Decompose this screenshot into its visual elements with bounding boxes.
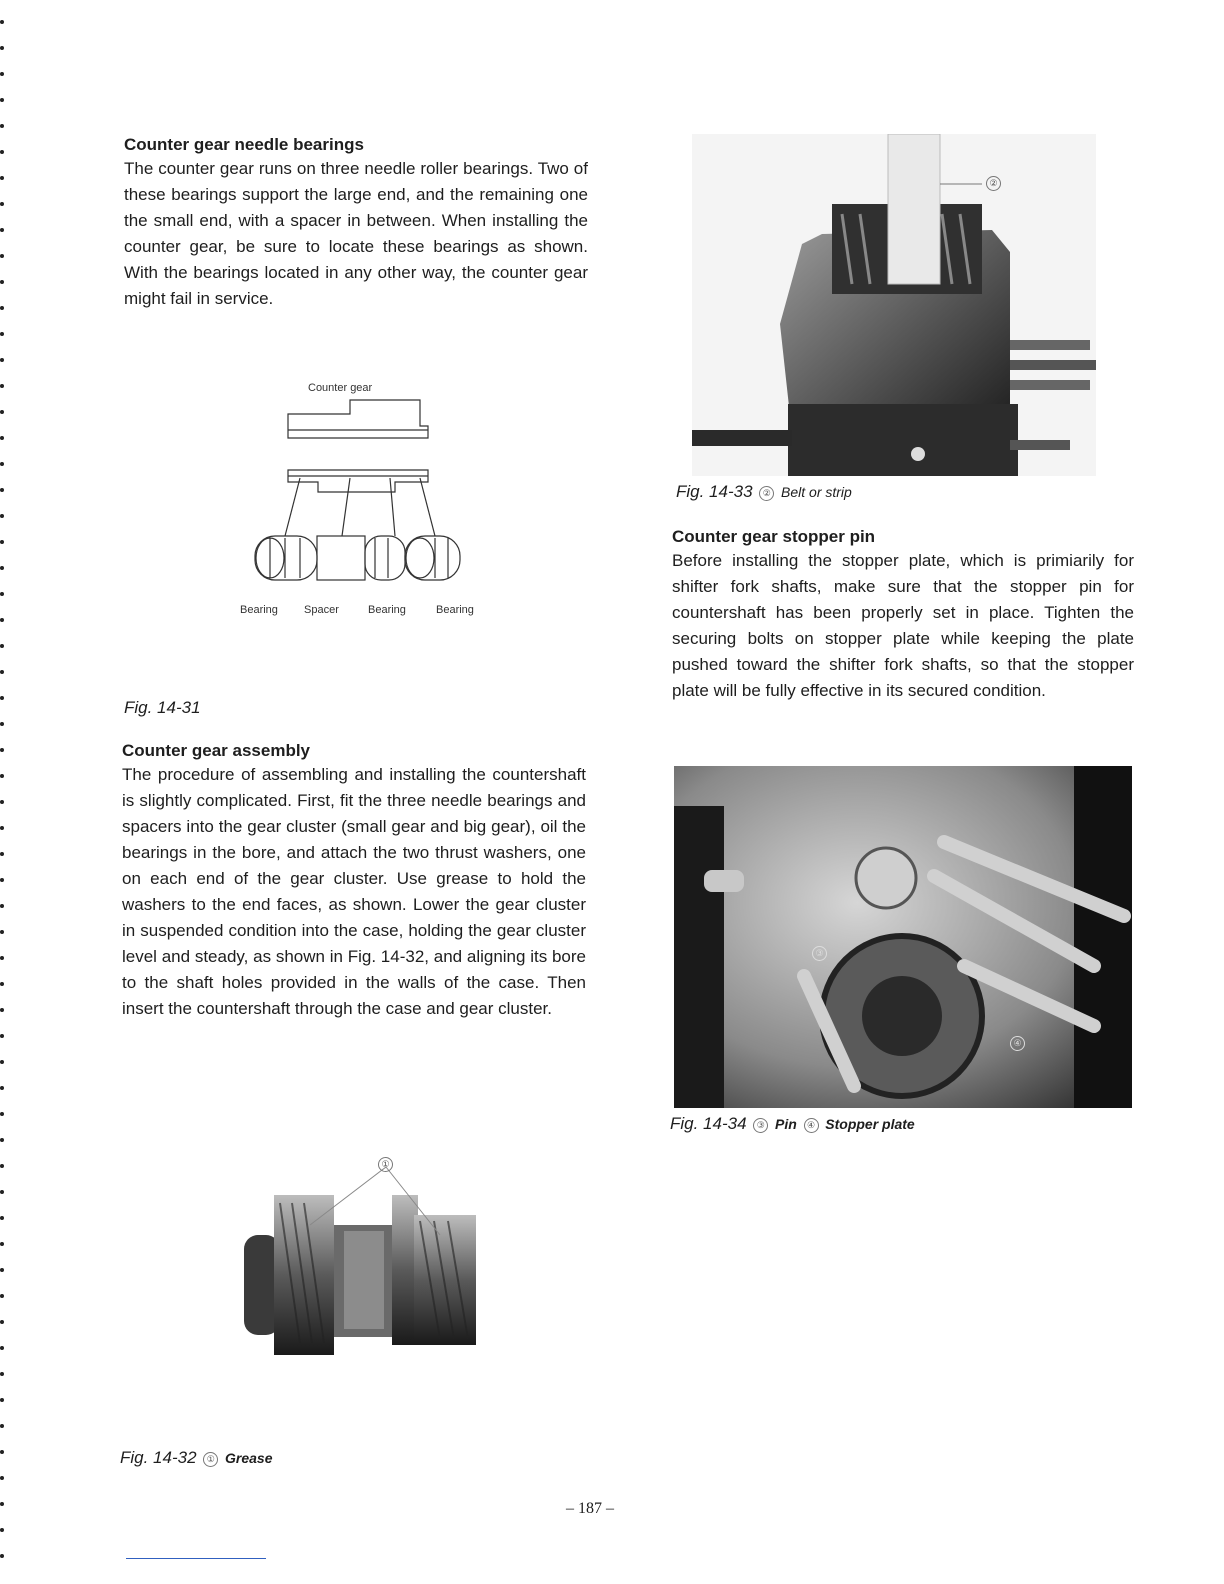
binding-dot xyxy=(0,852,4,856)
binding-dot xyxy=(0,774,4,778)
callout-4: ④ xyxy=(1010,1036,1025,1051)
stopper-plate-photo xyxy=(674,766,1132,1108)
transmission-case-photo xyxy=(692,134,1096,476)
binding-dot xyxy=(0,1112,4,1116)
fig34-text-stopper-plate: Stopper plate xyxy=(825,1116,915,1132)
fig32-number: ① xyxy=(203,1452,218,1467)
binding-dot xyxy=(0,826,4,830)
binding-dot xyxy=(0,722,4,726)
binding-edge-marks xyxy=(0,0,8,1584)
figure-caption-14-32 xyxy=(120,1448,273,1468)
binding-dot xyxy=(0,930,4,934)
binding-dot xyxy=(0,410,4,414)
fig34-number-4: ④ xyxy=(804,1118,819,1133)
binding-dot xyxy=(0,540,4,544)
gear-cluster-drawing xyxy=(240,1155,490,1360)
diagram-title-counter-gear: Counter gear xyxy=(308,382,373,394)
binding-dot xyxy=(0,878,4,882)
binding-dot xyxy=(0,176,4,180)
page-number: – 187 – xyxy=(566,1500,614,1517)
binding-dot xyxy=(0,800,4,804)
fig33-text: Belt or strip xyxy=(781,484,852,500)
binding-dot xyxy=(0,696,4,700)
binding-dot xyxy=(0,462,4,466)
binding-dot xyxy=(0,1398,4,1402)
binding-dot xyxy=(0,1190,4,1194)
binding-dot xyxy=(0,332,4,336)
binding-dot xyxy=(0,1424,4,1428)
fig32-text: Grease xyxy=(225,1450,273,1466)
binding-dot xyxy=(0,1372,4,1376)
label-bearing-3: Bearing xyxy=(436,604,474,616)
paragraph-needle-bearings: The counter gear runs on three needle roller bearings. Two of these bearings support the large end, and the remaining one the small end, with a spacer in between. When installing the counter gear, be sure to locate these bearings as shown. With the bearings located in any other way, the counter gear might fail in service. xyxy=(124,159,588,308)
fig33-label: Fig. 14-33 xyxy=(676,482,753,501)
binding-dot xyxy=(0,1138,4,1142)
binding-dot xyxy=(0,1242,4,1246)
label-spacer: Spacer xyxy=(304,604,339,616)
binding-dot xyxy=(0,1008,4,1012)
binding-dot xyxy=(0,670,4,674)
binding-dot xyxy=(0,1268,4,1272)
binding-dot xyxy=(0,488,4,492)
binding-dot xyxy=(0,1554,4,1558)
transmission-case-drawing xyxy=(692,134,1096,476)
binding-dot xyxy=(0,904,4,908)
binding-dot xyxy=(0,46,4,50)
section-heading-needle-bearings: Counter gear needle bearings xyxy=(124,135,364,154)
figure-caption-14-34 xyxy=(670,1114,915,1134)
binding-dot xyxy=(0,514,4,518)
binding-dot xyxy=(0,956,4,960)
binding-dot xyxy=(0,1528,4,1532)
binding-dot xyxy=(0,982,4,986)
callout-3: ③ xyxy=(812,946,827,961)
counter-gear-bearing-diagram xyxy=(230,378,500,626)
binding-dot xyxy=(0,202,4,206)
binding-dot xyxy=(0,306,4,310)
fig34-label: Fig. 14-34 xyxy=(670,1114,747,1133)
binding-dot xyxy=(0,1060,4,1064)
binding-dot xyxy=(0,1216,4,1220)
binding-dot xyxy=(0,592,4,596)
figure-caption-14-31: Fig. 14-31 xyxy=(124,698,201,717)
binding-dot xyxy=(0,436,4,440)
binding-dot xyxy=(0,384,4,388)
section-heading-gear-assembly: Counter gear assembly xyxy=(122,741,311,760)
fig34-number-3: ③ xyxy=(753,1118,768,1133)
figure-caption-14-33 xyxy=(676,482,852,502)
binding-dot xyxy=(0,618,4,622)
binding-dot xyxy=(0,1476,4,1480)
label-bearing-2: Bearing xyxy=(368,604,406,616)
binding-dot xyxy=(0,98,4,102)
binding-dot xyxy=(0,566,4,570)
binding-dot xyxy=(0,1086,4,1090)
binding-dot xyxy=(0,1034,4,1038)
binding-dot xyxy=(0,358,4,362)
binding-dot xyxy=(0,124,4,128)
left-text-block-2 xyxy=(122,740,586,1022)
binding-dot xyxy=(0,20,4,24)
diagram-drawing xyxy=(230,378,500,626)
callout-1: ① xyxy=(378,1157,393,1172)
binding-dot xyxy=(0,150,4,154)
binding-dot xyxy=(0,1346,4,1350)
footnote-rule xyxy=(126,1558,266,1559)
binding-dot xyxy=(0,1294,4,1298)
binding-dot xyxy=(0,280,4,284)
fig32-label: Fig. 14-32 xyxy=(120,1448,197,1467)
binding-dot xyxy=(0,644,4,648)
gear-cluster-photo xyxy=(240,1155,490,1360)
right-text-block xyxy=(672,526,1134,704)
label-bearing-1: Bearing xyxy=(240,604,278,616)
fig34-text-pin: Pin xyxy=(775,1116,797,1132)
paragraph-gear-assembly: The procedure of assembling and installing the countershaft is slightly complicated. First, fit the three needle bearings and spacers into the gear cluster (small gear and big gear), oil the bearings in the bore, and attach the two thrust washers, one on each end of the gear cluster. Use grease to hold the washers to the end faces, as shown. Lower the gear cluster in suspended condition into the case, holding the gear cluster level and steady, as shown in Fig. 14-32, and aligning its bore to the shaft holes provided in the walls of the case. Then insert the countershaft through the case and gear cluster. xyxy=(122,765,586,1018)
binding-dot xyxy=(0,1164,4,1168)
left-text-block-1 xyxy=(124,134,588,312)
section-heading-stopper-pin: Counter gear stopper pin xyxy=(672,527,876,546)
binding-dot xyxy=(0,254,4,258)
stopper-plate-drawing xyxy=(674,766,1132,1108)
binding-dot xyxy=(0,72,4,76)
fig33-number: ② xyxy=(759,486,774,501)
binding-dot xyxy=(0,1450,4,1454)
paragraph-stopper-pin: Before installing the stopper plate, which is primiarily for shifter fork shafts, make sure that the stopper pin for countershaft has been properly set in place. Tighten the securing bolts on stopper plate while keeping the plate pushed toward the shifter fork shafts, so that the stopper plate will be fully effective in its secured condition. xyxy=(672,551,1134,700)
binding-dot xyxy=(0,1502,4,1506)
binding-dot xyxy=(0,1320,4,1324)
binding-dot xyxy=(0,228,4,232)
callout-2: ② xyxy=(986,176,1001,191)
binding-dot xyxy=(0,748,4,752)
